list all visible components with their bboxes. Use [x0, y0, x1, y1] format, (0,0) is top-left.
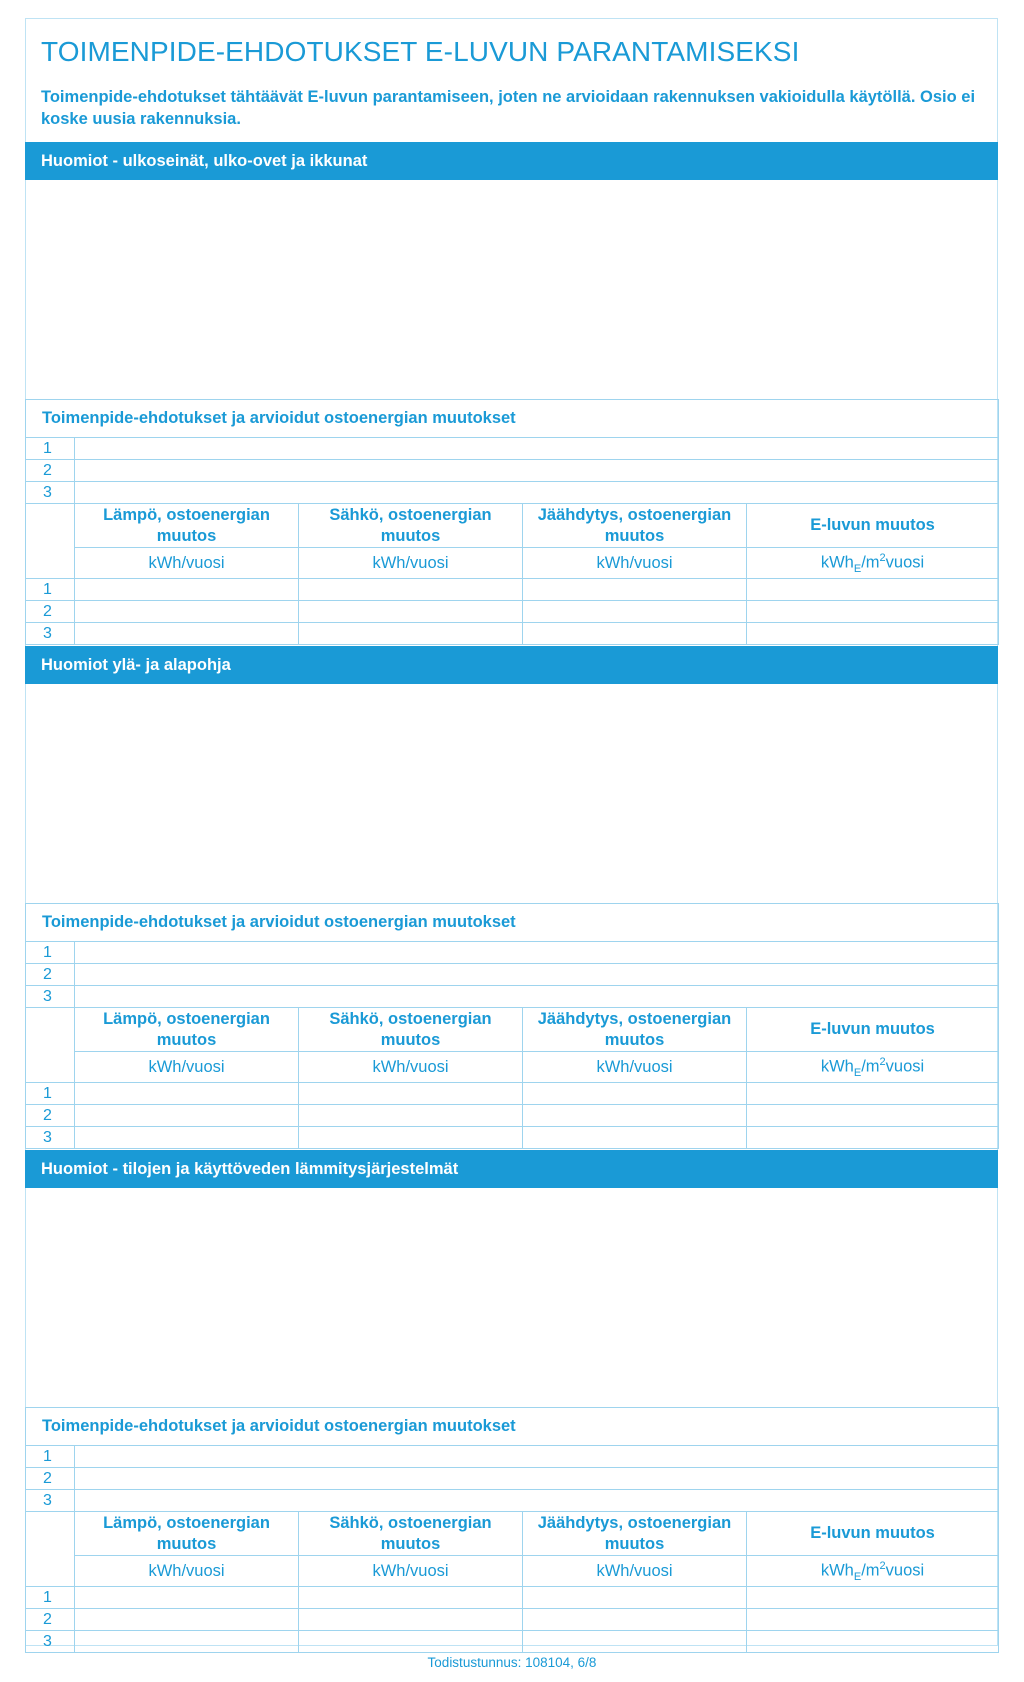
- measures-table: [25, 903, 999, 1149]
- row-number: 1: [26, 579, 75, 601]
- value-input[interactable]: [299, 1609, 523, 1631]
- value-input[interactable]: [523, 1127, 747, 1149]
- unit-label: kWh/vuosi: [523, 548, 747, 579]
- measure-input[interactable]: [75, 438, 999, 460]
- section-header: Huomiot - ulkoseinät, ulko-ovet ja ikkunat: [25, 142, 998, 180]
- blank-cell: [26, 1512, 75, 1587]
- measure-input[interactable]: [75, 942, 999, 964]
- blank-cell: [26, 1008, 75, 1083]
- measures-table: [25, 399, 999, 645]
- value-input[interactable]: [747, 1127, 999, 1149]
- measure-input[interactable]: [75, 986, 999, 1008]
- section-walls: [25, 142, 998, 645]
- value-input[interactable]: [75, 1631, 299, 1653]
- certificate-id-footer: Todistustunnus: 108104, 6/8: [427, 1655, 597, 1670]
- row-number: 3: [26, 482, 75, 504]
- measure-input[interactable]: [75, 1490, 999, 1512]
- value-input[interactable]: [75, 623, 299, 645]
- column-header-electricity: Sähkö, ostoenergian muutos: [299, 504, 523, 548]
- value-input[interactable]: [747, 1631, 999, 1653]
- row-number: 2: [26, 601, 75, 623]
- value-input[interactable]: [299, 601, 523, 623]
- measure-input[interactable]: [75, 1446, 999, 1468]
- value-input[interactable]: [747, 1105, 999, 1127]
- unit-label: kWh/vuosi: [299, 548, 523, 579]
- value-input[interactable]: [299, 1083, 523, 1105]
- value-input[interactable]: [523, 579, 747, 601]
- section-header: Huomiot ylä- ja alapohja: [25, 646, 998, 684]
- column-header-cooling: Jäähdytys, ostoenergian muutos: [523, 504, 747, 548]
- value-input[interactable]: [747, 1609, 999, 1631]
- row-number: 1: [26, 1587, 75, 1609]
- value-input[interactable]: [747, 1083, 999, 1105]
- notes-area[interactable]: [25, 180, 998, 399]
- row-number: 1: [26, 942, 75, 964]
- column-header-heat: Lämpö, ostoenergian muutos: [75, 504, 299, 548]
- row-number: 3: [26, 623, 75, 645]
- value-input[interactable]: [299, 623, 523, 645]
- unit-label: kWh/vuosi: [523, 1052, 747, 1083]
- value-input[interactable]: [299, 1587, 523, 1609]
- column-header-cooling: Jäähdytys, ostoenergian muutos: [523, 1008, 747, 1052]
- value-input[interactable]: [747, 601, 999, 623]
- value-input[interactable]: [75, 1127, 299, 1149]
- value-input[interactable]: [75, 1105, 299, 1127]
- column-header-eluku: E-luvun muutos: [747, 1008, 999, 1052]
- measure-input[interactable]: [75, 1468, 999, 1490]
- notes-area[interactable]: [25, 684, 998, 903]
- value-input[interactable]: [747, 623, 999, 645]
- section-header: Huomiot - tilojen ja käyttöveden lämmitysjärjestelmät: [25, 1150, 998, 1188]
- value-input[interactable]: [523, 601, 747, 623]
- value-input[interactable]: [299, 579, 523, 601]
- measure-input[interactable]: [75, 964, 999, 986]
- value-input[interactable]: [523, 1083, 747, 1105]
- row-number: 1: [26, 1083, 75, 1105]
- column-header-heat: Lämpö, ostoenergian muutos: [75, 1008, 299, 1052]
- blank-cell: [26, 504, 75, 579]
- subsection-title: Toimenpide-ehdotukset ja arvioidut ostoenergian muutokset: [26, 1408, 999, 1446]
- value-input[interactable]: [75, 1083, 299, 1105]
- value-input[interactable]: [75, 601, 299, 623]
- measures-table: [25, 1407, 999, 1653]
- value-input[interactable]: [75, 579, 299, 601]
- value-input[interactable]: [523, 623, 747, 645]
- value-input[interactable]: [523, 1609, 747, 1631]
- column-header-electricity: Sähkö, ostoenergian muutos: [299, 1008, 523, 1052]
- value-input[interactable]: [523, 1631, 747, 1653]
- unit-label: kWh/vuosi: [75, 1052, 299, 1083]
- unit-label: kWh/vuosi: [523, 1556, 747, 1587]
- value-input[interactable]: [747, 1587, 999, 1609]
- value-input[interactable]: [523, 1105, 747, 1127]
- row-number: 2: [26, 460, 75, 482]
- subsection-title: Toimenpide-ehdotukset ja arvioidut ostoenergian muutokset: [26, 904, 999, 942]
- unit-label: kWh/vuosi: [299, 1556, 523, 1587]
- value-input[interactable]: [747, 579, 999, 601]
- column-header-heat: Lämpö, ostoenergian muutos: [75, 1512, 299, 1556]
- section-heating-systems: [25, 1150, 998, 1653]
- unit-label-eluku: $kWh_E/m^2vuosi$: [747, 548, 999, 579]
- row-number: 3: [26, 1127, 75, 1149]
- row-number: 2: [26, 1609, 75, 1631]
- row-number: 1: [26, 1446, 75, 1468]
- value-input[interactable]: [299, 1105, 523, 1127]
- page-title: TOIMENPIDE-EHDOTUKSET E-LUVUN PARANTAMISEKSI: [41, 36, 800, 67]
- section-roof-floor: [25, 646, 998, 1149]
- row-number: 3: [26, 986, 75, 1008]
- row-number: 3: [26, 1490, 75, 1512]
- column-header-cooling: Jäähdytys, ostoenergian muutos: [523, 1512, 747, 1556]
- value-input[interactable]: [523, 1587, 747, 1609]
- value-input[interactable]: [299, 1631, 523, 1653]
- value-input[interactable]: [75, 1609, 299, 1631]
- row-number: 1: [26, 438, 75, 460]
- measure-input[interactable]: [75, 482, 999, 504]
- row-number: 2: [26, 1468, 75, 1490]
- unit-label-eluku: $kWh_E/m^2vuosi$: [747, 1052, 999, 1083]
- row-number: 3: [26, 1631, 75, 1653]
- unit-label: kWh/vuosi: [299, 1052, 523, 1083]
- measure-input[interactable]: [75, 460, 999, 482]
- notes-area[interactable]: [25, 1188, 998, 1407]
- unit-label: kWh/vuosi: [75, 1556, 299, 1587]
- subsection-title: Toimenpide-ehdotukset ja arvioidut ostoenergian muutokset: [26, 400, 999, 438]
- unit-label-eluku: $kWh_E/m^2vuosi$: [747, 1556, 999, 1587]
- column-header-eluku: E-luvun muutos: [747, 1512, 999, 1556]
- column-header-eluku: E-luvun muutos: [747, 504, 999, 548]
- unit-label: kWh/vuosi: [75, 548, 299, 579]
- column-header-electricity: Sähkö, ostoenergian muutos: [299, 1512, 523, 1556]
- intro-text: Toimenpide-ehdotukset tähtäävät E-luvun parantamiseen, joten ne arvioidaan rakennuksen vakioidulla käytöllä. Osio ei koske uusia rakennuksia.: [41, 88, 976, 128]
- row-number: 2: [26, 964, 75, 986]
- value-input[interactable]: [299, 1127, 523, 1149]
- value-input[interactable]: [75, 1587, 299, 1609]
- row-number: 2: [26, 1105, 75, 1127]
